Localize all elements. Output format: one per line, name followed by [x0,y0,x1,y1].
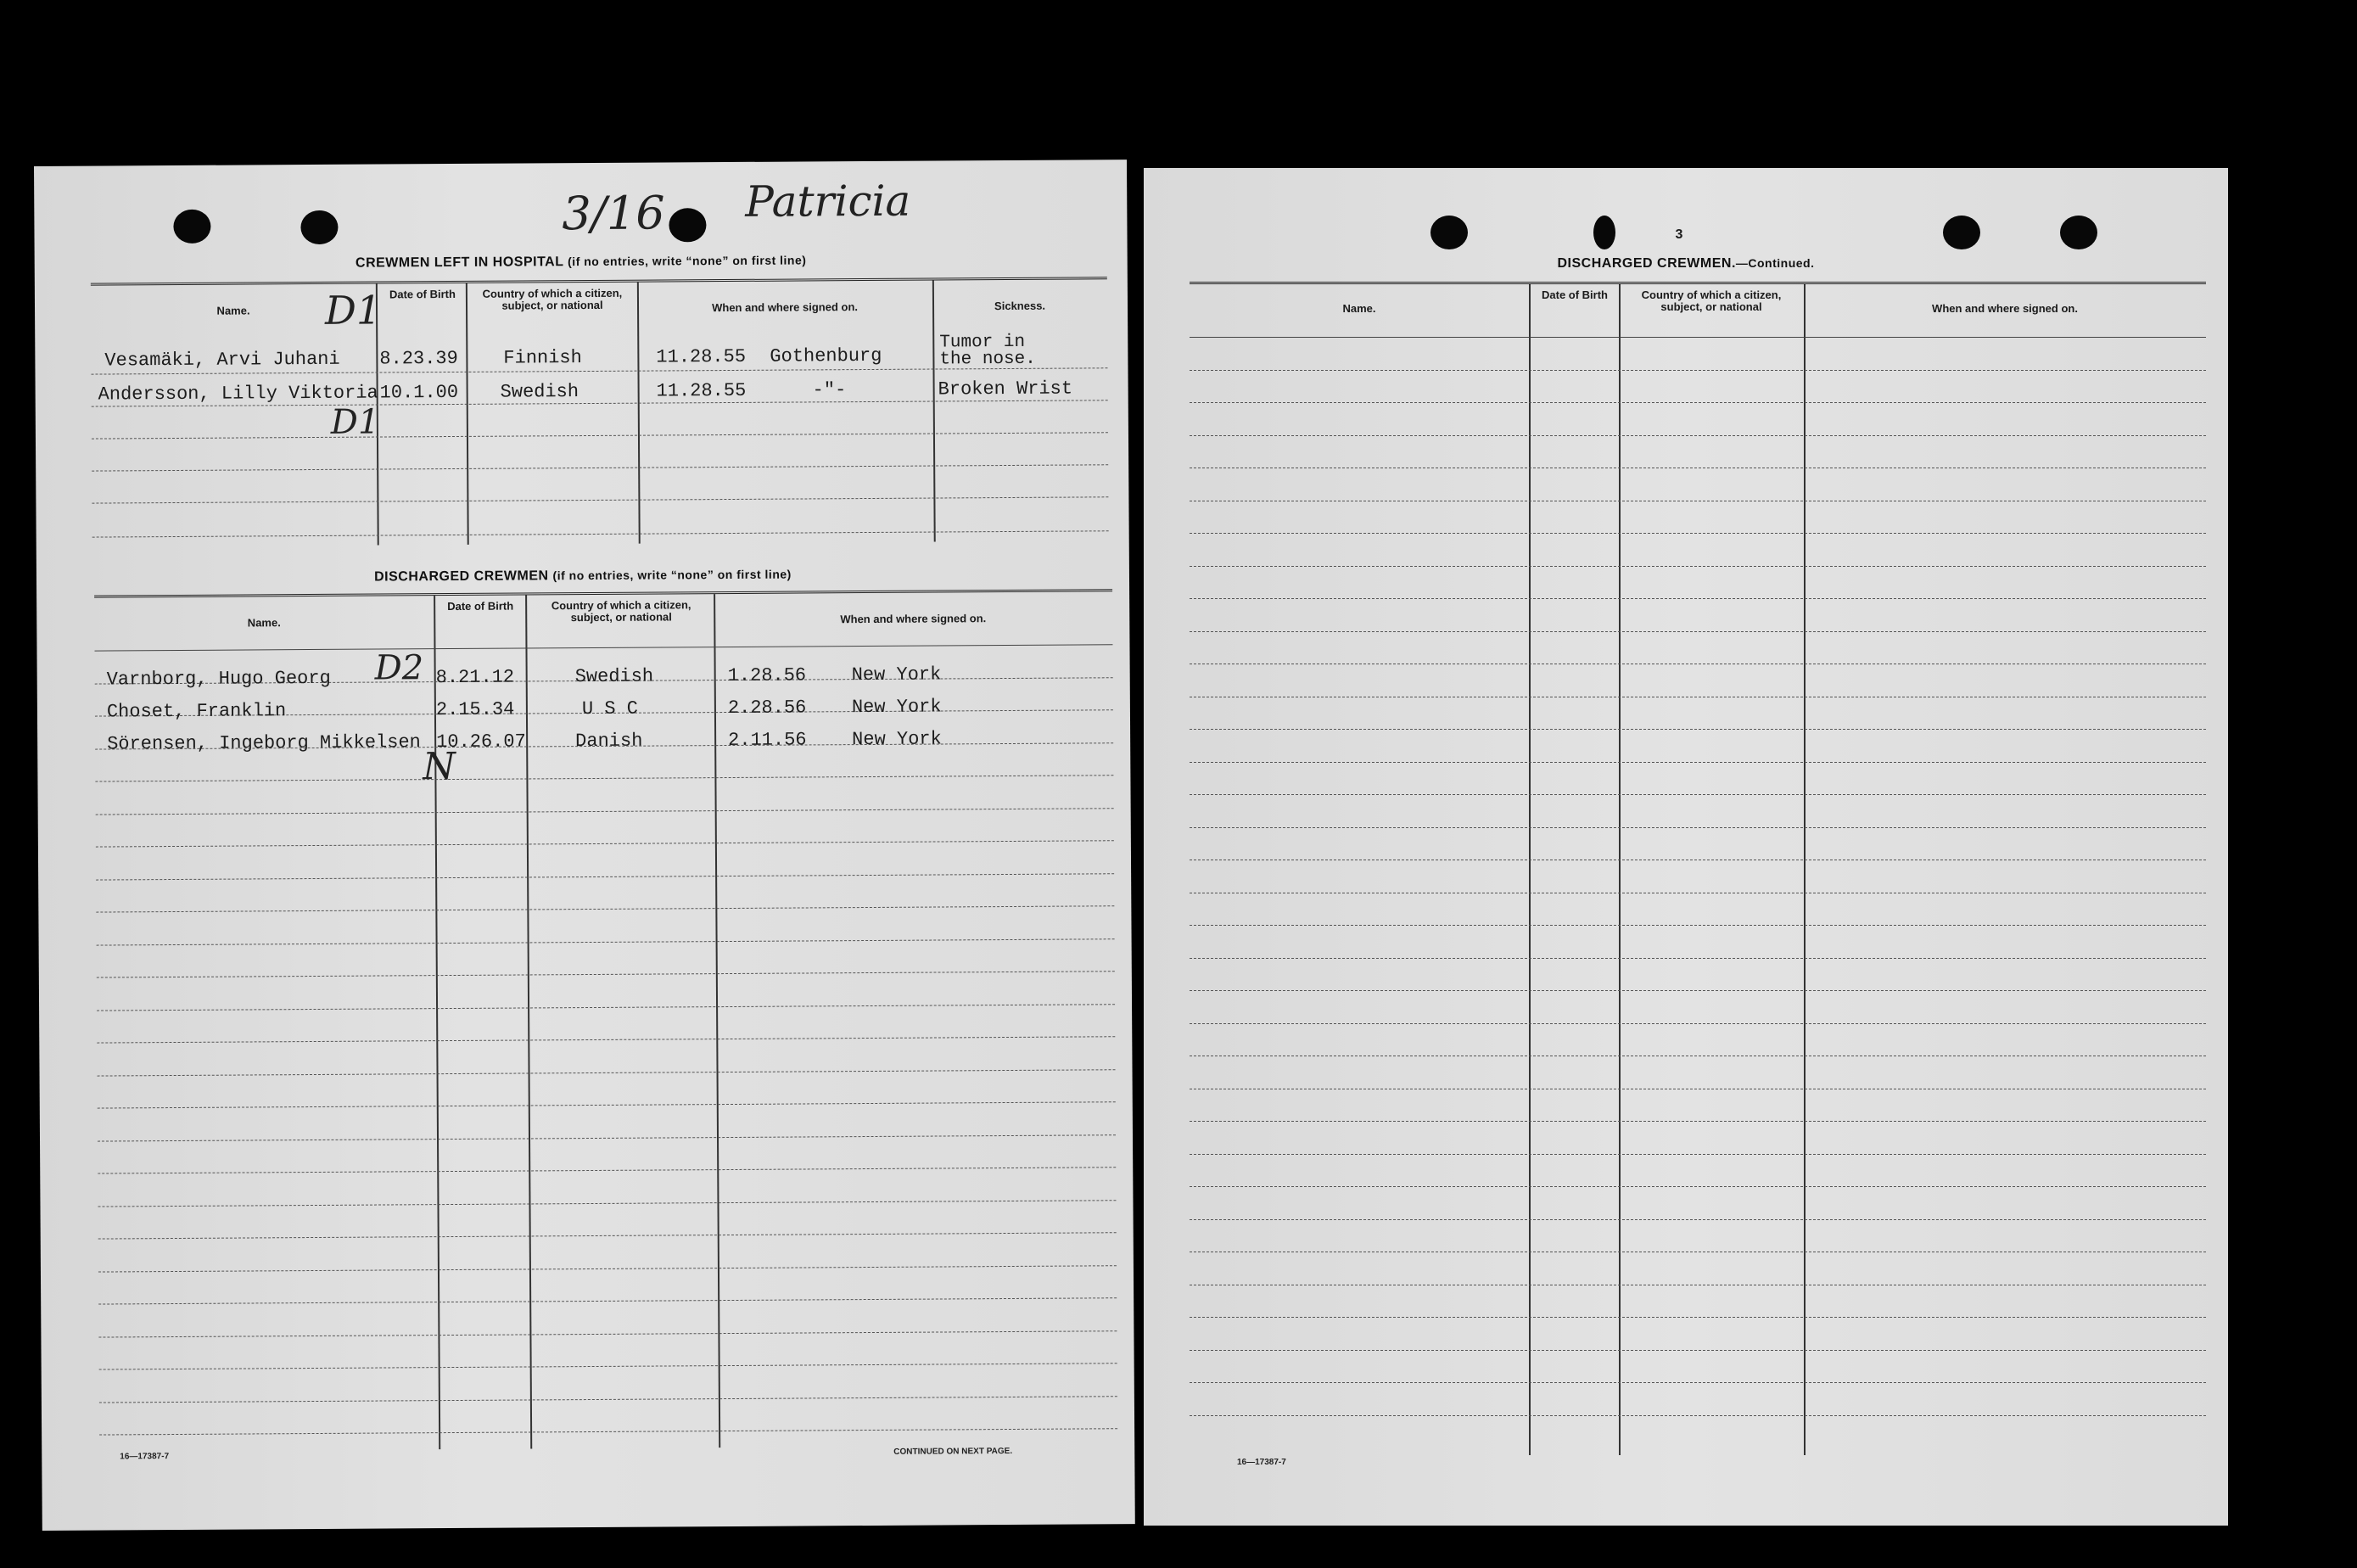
col-signed [714,591,1117,1448]
discharged-continued-table [1190,282,2206,1455]
hospital-section-title: CREWMEN LEFT IN HOSPITAL (if no entries, write “none” on first line) [355,253,807,271]
row-rule [1190,1023,2206,1024]
header-name: Name. [1342,302,1376,315]
punch-hole [2060,216,2097,249]
punch-hole [173,210,210,244]
discharged-row-1-dob: 8.21.12 [435,666,515,689]
continued-note: CONTINUED ON NEXT PAGE. [893,1446,1013,1457]
row-rule [1190,1186,2206,1187]
hospital-row-2-dob: 10.1.00 [379,381,459,404]
discharged-row-2-dob: 2.15.34 [435,698,515,721]
col-signed [637,281,936,544]
row-rule [1190,827,2206,828]
header-signed: When and where signed on. [1932,302,2078,315]
discharged-row-1-name: Varnborg, Hugo Georg [106,667,331,691]
col-dob [376,283,469,546]
discharged-row-3-country: Danish [575,730,643,753]
punch-hole [300,210,338,244]
header-sickness: Sickness. [994,299,1046,313]
row-rule [1190,370,2206,371]
hospital-row-2-name: Andersson, Lilly Viktoria [98,382,378,406]
col-dob [434,595,532,1449]
col-dob [1529,284,1621,1455]
header-signed: When and where signed on. [712,300,859,315]
row-rule [1190,566,2206,567]
col-name [1190,284,1531,1455]
row-rule [1190,402,2206,403]
discharged-table [94,589,1117,1451]
punch-hole [669,208,706,242]
header-signed: When and where signed on. [840,612,987,626]
header-name: Name. [247,616,281,630]
row-rule [1190,729,2206,730]
header-country: Country of which a citizen, subject, or national [551,598,691,624]
hospital-row-1-sickness-cont: the nose. [939,349,1036,370]
discharged-continued-title: DISCHARGED CREWMEN.—Continued. [1557,256,1815,271]
discharged-row-2-date: 2.28.56 [727,697,807,720]
hospital-row-1-country: Finnish [503,347,582,369]
form-number: 16—17387-7 [1237,1458,1286,1467]
discharged-row-1-place: New York [851,664,942,686]
row-rule [1190,794,2206,795]
form-number: 16—17387-7 [120,1452,170,1462]
col-country [1619,284,1806,1455]
col-country [525,594,720,1448]
row-rule [1190,598,2206,599]
header-dob: Date of Birth [1542,288,1608,301]
header-name: Name. [216,304,250,317]
discharged-row-1-country: Swedish [574,665,654,688]
row-rule [1190,762,2206,763]
row-rule [1190,990,2206,991]
col-country [466,283,641,545]
hospital-row-1-dob: 8.23.39 [379,347,458,370]
row-rule [1190,1415,2206,1416]
discharged-row-3-date: 2.11.56 [728,729,807,752]
hospital-table [91,277,1109,546]
row-rule [1190,1317,2206,1318]
handwritten-mark-d1-second: D1 [330,402,380,442]
discharged-row-2-name: Choset, Franklin [106,700,287,723]
header-dob: Date of Birth [389,287,456,301]
hospital-row-1-date: 11.28.55 [656,345,747,368]
handwritten-mark-n: N [423,744,456,789]
discharged-row-3-dob: 10.26.07 [436,731,526,753]
punch-hole [1593,216,1615,249]
handwritten-mark-d2: D2 [374,648,424,688]
hospital-row-2-sickness: Broken Wrist [938,378,1073,400]
hospital-row-1-sickness: Tumor in [939,332,1026,353]
row-rule [1190,631,2206,632]
hospital-row-1-place: Gothenburg [770,344,882,367]
handwritten-name: Patricia [745,176,911,227]
row-rule [1190,1121,2206,1122]
right-page [1144,168,2228,1526]
discharged-row-2-country: U S C [581,697,639,720]
col-name [94,596,440,1451]
hospital-row-2-country: Swedish [500,381,579,403]
row-rule [1190,925,2206,926]
col-sickness [932,279,1109,541]
discharged-row-2-place: New York [851,696,942,719]
handwritten-date: 3/16 [562,186,665,241]
row-rule [1190,1350,2206,1351]
row-rule [1190,958,2206,959]
row-rule [1190,1382,2206,1383]
discharged-row-1-date: 1.28.56 [727,664,807,687]
hospital-row-2-date: 11.28.55 [656,379,747,402]
hospital-row-1-name: Vesamäki, Arvi Juhani [104,348,340,372]
row-rule [1190,533,2206,534]
hospital-row-2-place: -"- [812,379,847,401]
page-number: 3 [1675,227,1683,242]
discharged-section-title: DISCHARGED CREWMEN (if no entries, write “none” on first line) [374,567,792,585]
punch-hole [1943,216,1980,249]
header-dob: Date of Birth [447,599,514,613]
header-country: Country of which a citizen, subject, or national [482,286,623,312]
discharged-row-3-place: New York [852,728,942,751]
left-page [34,160,1135,1531]
punch-hole [1430,216,1468,249]
header-country: Country of which a citizen, subject, or national [1641,288,1782,313]
row-rule [1190,1219,2206,1220]
col-signed [1804,284,2206,1455]
discharged-row-3-name: Sörensen, Ingeborg Mikkelsen [107,731,421,755]
handwritten-mark-d1: D1 [324,287,382,333]
row-rule [1190,1154,2206,1155]
row-rule [1190,435,2206,436]
row-rule [1190,337,2206,338]
